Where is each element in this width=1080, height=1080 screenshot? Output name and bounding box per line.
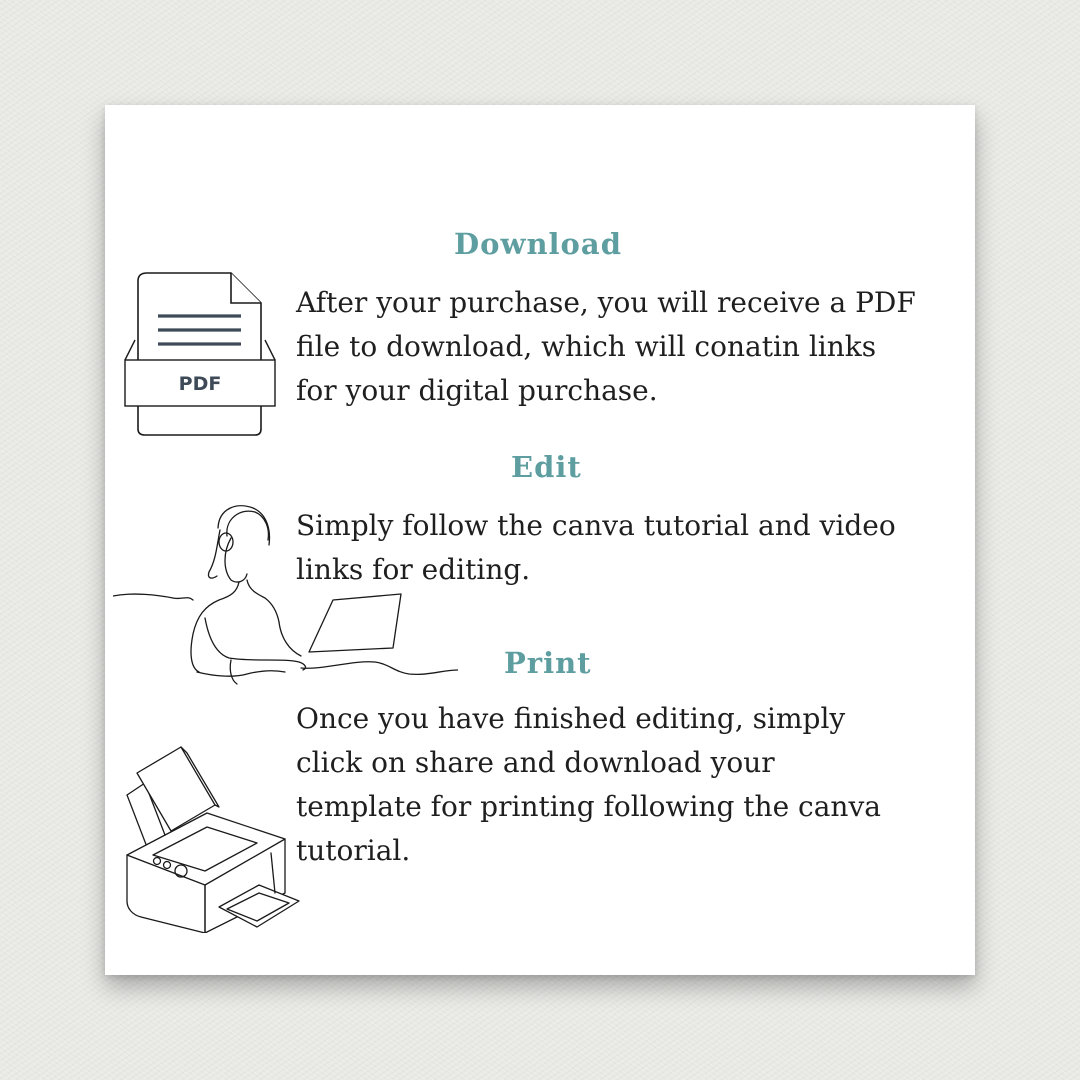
edit-text: Simply follow the canva tutorial and video links for editing. (296, 509, 896, 586)
download-heading: Download (454, 227, 622, 261)
download-text: After your purchase, you will receive a PDF file to download, which will conatin links for your digital purchase. (296, 286, 916, 407)
pdf-label: PDF (178, 373, 222, 395)
instruction-card (105, 105, 975, 975)
printer-icon (123, 743, 308, 933)
edit-heading: Edit (511, 450, 582, 484)
pdf-file-icon (123, 269, 278, 439)
print-heading: Print (504, 646, 592, 680)
print-text: Once you have finished editing, simply click on share and download your template for printing following the canva tutorial. (296, 702, 881, 867)
